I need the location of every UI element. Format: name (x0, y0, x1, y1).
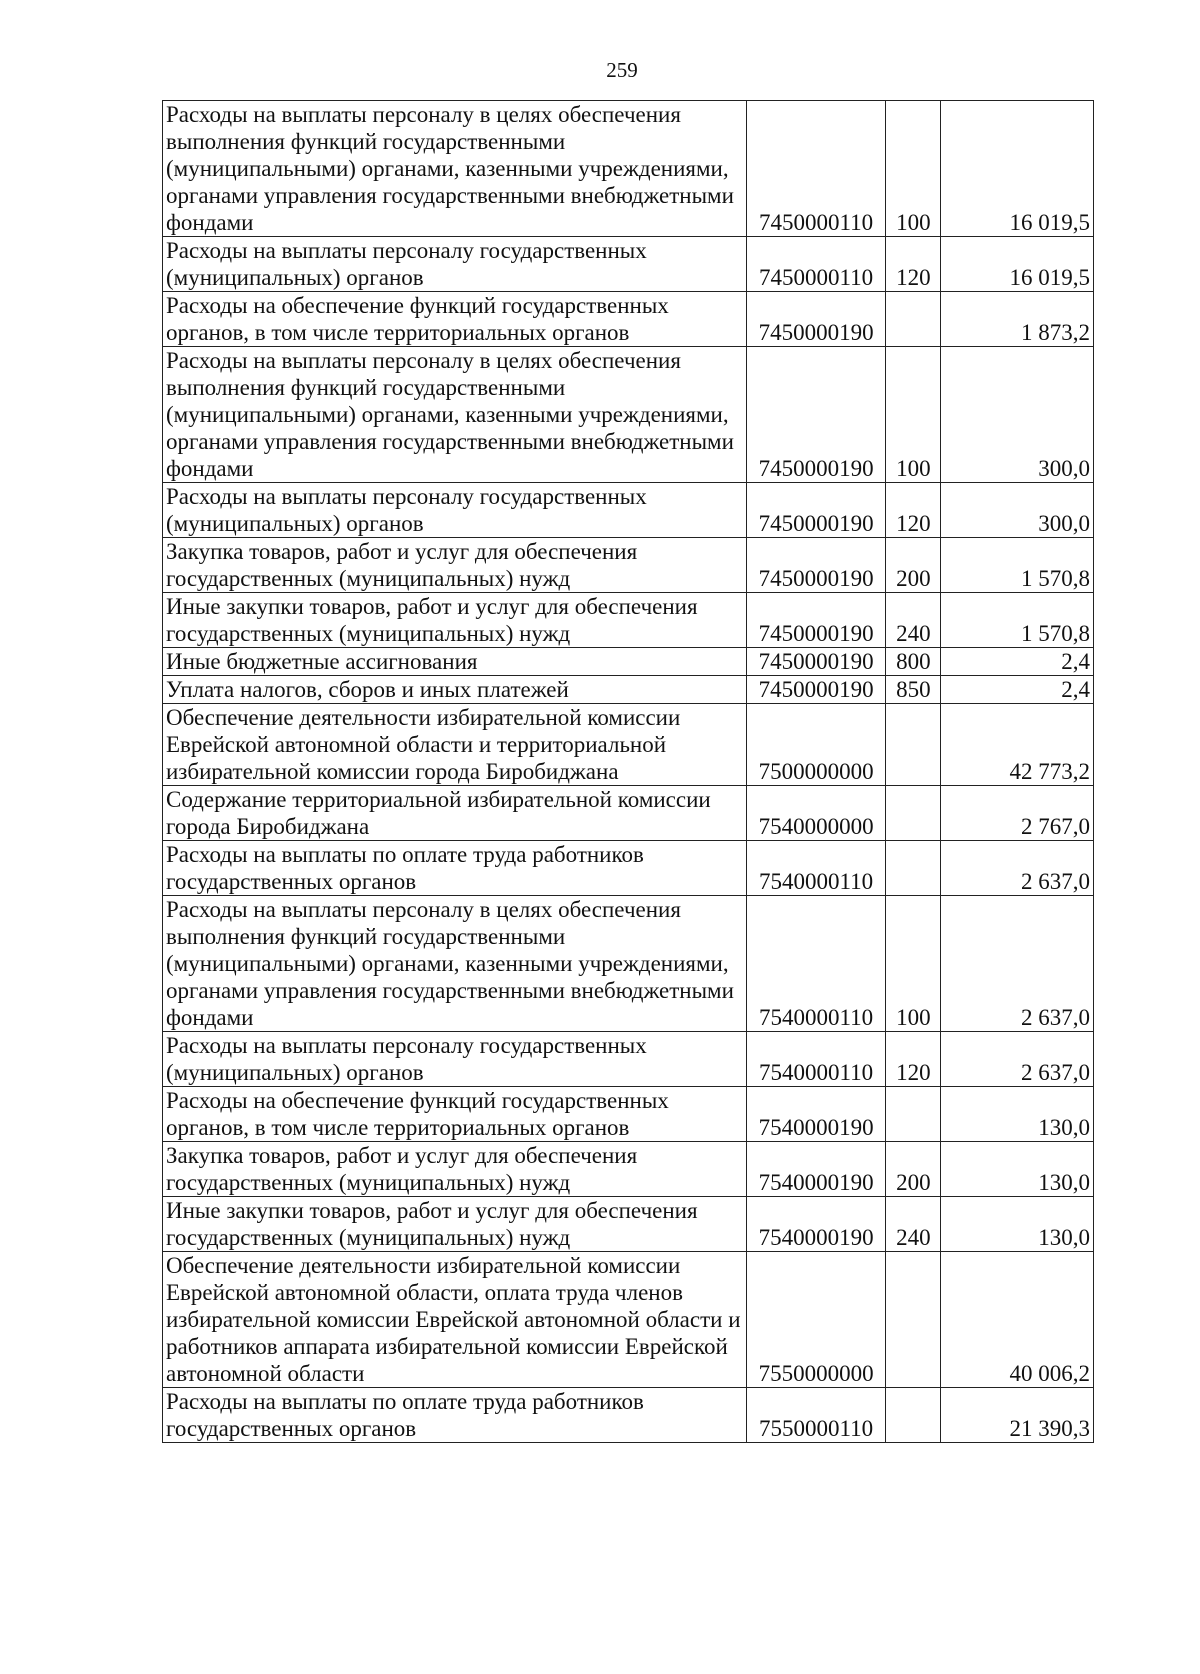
table-row (163, 593, 1094, 648)
target-code-cell: 7500000000 (746, 704, 885, 786)
expense-name-cell: Закупка товаров, работ и услуг для обеспечения государственных (муниципальных) нужд (163, 538, 747, 593)
table-row (163, 1032, 1094, 1087)
expense-type-cell: 800 (886, 648, 941, 676)
expense-name-cell: Содержание территориальной избирательной комиссии города Биробиджана (163, 786, 747, 841)
table-row (163, 1197, 1094, 1252)
expense-type-cell (886, 704, 941, 786)
expense-name-cell: Расходы на выплаты персоналу в целях обеспечения выполнения функций государственными (муниципальными) органами, казенными учреждениями, органами управления государственными внебюджетными фондами (163, 101, 747, 237)
expense-type-cell (886, 1388, 941, 1443)
expense-type-cell: 100 (886, 347, 941, 483)
expense-name-cell: Расходы на выплаты персоналу в целях обеспечения выполнения функций государственными (муниципальными) органами, казенными учреждениями, органами управления государственными внебюджетными фондами (163, 347, 747, 483)
expense-name-cell: Расходы на выплаты персоналу государственных (муниципальных) органов (163, 237, 747, 292)
target-code-cell: 7540000190 (746, 1087, 885, 1142)
amount-cell: 16 019,5 (941, 101, 1094, 237)
amount-cell: 40 006,2 (941, 1252, 1094, 1388)
table-row (163, 648, 1094, 676)
target-code-cell: 7540000110 (746, 1032, 885, 1087)
amount-cell: 2 637,0 (941, 841, 1094, 896)
expense-type-cell: 120 (886, 1032, 941, 1087)
expense-name-cell: Обеспечение деятельности избирательной комиссии Еврейской автономной области и территориальной избирательной комиссии города Биробиджана (163, 704, 747, 786)
table-row (163, 538, 1094, 593)
table-row (163, 704, 1094, 786)
expense-name-cell: Иные закупки товаров, работ и услуг для обеспечения государственных (муниципальных) нужд (163, 1197, 747, 1252)
amount-cell: 21 390,3 (941, 1388, 1094, 1443)
amount-cell: 2 767,0 (941, 786, 1094, 841)
amount-cell: 16 019,5 (941, 237, 1094, 292)
target-code-cell: 7450000190 (746, 483, 885, 538)
expense-type-cell: 100 (886, 101, 941, 237)
amount-cell: 300,0 (941, 347, 1094, 483)
target-code-cell: 7450000190 (746, 593, 885, 648)
amount-cell: 1 873,2 (941, 292, 1094, 347)
table-row (163, 786, 1094, 841)
table-row (163, 896, 1094, 1032)
expense-name-cell: Расходы на выплаты персоналу государственных (муниципальных) органов (163, 483, 747, 538)
target-code-cell: 7450000190 (746, 676, 885, 704)
target-code-cell: 7450000190 (746, 292, 885, 347)
amount-cell: 2 637,0 (941, 896, 1094, 1032)
table-row (163, 676, 1094, 704)
expense-type-cell: 100 (886, 896, 941, 1032)
amount-cell: 130,0 (941, 1142, 1094, 1197)
table-row (163, 1142, 1094, 1197)
target-code-cell: 7540000110 (746, 841, 885, 896)
amount-cell: 1 570,8 (941, 593, 1094, 648)
amount-cell: 42 773,2 (941, 704, 1094, 786)
expense-name-cell: Закупка товаров, работ и услуг для обеспечения государственных (муниципальных) нужд (163, 1142, 747, 1197)
budget-table (162, 100, 1094, 1443)
table-row (163, 101, 1094, 237)
expense-type-cell (886, 1252, 941, 1388)
target-code-cell: 7550000000 (746, 1252, 885, 1388)
expense-type-cell: 200 (886, 538, 941, 593)
expense-name-cell: Расходы на выплаты по оплате труда работников государственных органов (163, 1388, 747, 1443)
expense-name-cell: Расходы на обеспечение функций государственных органов, в том числе территориальных органов (163, 1087, 747, 1142)
amount-cell: 300,0 (941, 483, 1094, 538)
expense-type-cell (886, 841, 941, 896)
target-code-cell: 7540000190 (746, 1197, 885, 1252)
expense-name-cell: Иные бюджетные ассигнования (163, 648, 747, 676)
amount-cell: 130,0 (941, 1087, 1094, 1142)
target-code-cell: 7540000190 (746, 1142, 885, 1197)
target-code-cell: 7540000000 (746, 786, 885, 841)
expense-name-cell: Иные закупки товаров, работ и услуг для обеспечения государственных (муниципальных) нужд (163, 593, 747, 648)
table-row (163, 1087, 1094, 1142)
target-code-cell: 7450000110 (746, 237, 885, 292)
table-row (163, 483, 1094, 538)
expense-type-cell: 240 (886, 1197, 941, 1252)
expense-name-cell: Расходы на выплаты персоналу в целях обеспечения выполнения функций государственными (муниципальными) органами, казенными учреждениями, органами управления государственными внебюджетными фондами (163, 896, 747, 1032)
amount-cell: 2,4 (941, 648, 1094, 676)
expense-type-cell: 240 (886, 593, 941, 648)
target-code-cell: 7450000190 (746, 648, 885, 676)
expense-type-cell: 850 (886, 676, 941, 704)
table-row (163, 1252, 1094, 1388)
expense-type-cell (886, 1087, 941, 1142)
expense-type-cell: 120 (886, 483, 941, 538)
expense-type-cell: 120 (886, 237, 941, 292)
target-code-cell: 7450000190 (746, 347, 885, 483)
expense-name-cell: Расходы на выплаты по оплате труда работников государственных органов (163, 841, 747, 896)
target-code-cell: 7540000110 (746, 896, 885, 1032)
amount-cell: 2 637,0 (941, 1032, 1094, 1087)
expense-type-cell (886, 786, 941, 841)
table-row (163, 841, 1094, 896)
target-code-cell: 7450000110 (746, 101, 885, 237)
table-row (163, 237, 1094, 292)
expense-name-cell: Уплата налогов, сборов и иных платежей (163, 676, 747, 704)
table-row (163, 1388, 1094, 1443)
expense-type-cell (886, 292, 941, 347)
target-code-cell: 7450000190 (746, 538, 885, 593)
amount-cell: 1 570,8 (941, 538, 1094, 593)
expense-type-cell: 200 (886, 1142, 941, 1197)
page-number: 259 (606, 58, 638, 82)
expense-name-cell: Расходы на выплаты персоналу государственных (муниципальных) органов (163, 1032, 747, 1087)
table-row (163, 292, 1094, 347)
expense-name-cell: Обеспечение деятельности избирательной комиссии Еврейской автономной области, оплата труда членов избирательной комиссии Еврейской автономной области и работников аппарата избирательной комиссии Еврейской автономной области (163, 1252, 747, 1388)
target-code-cell: 7550000110 (746, 1388, 885, 1443)
amount-cell: 130,0 (941, 1197, 1094, 1252)
amount-cell: 2,4 (941, 676, 1094, 704)
table-row (163, 347, 1094, 483)
expense-name-cell: Расходы на обеспечение функций государственных органов, в том числе территориальных органов (163, 292, 747, 347)
